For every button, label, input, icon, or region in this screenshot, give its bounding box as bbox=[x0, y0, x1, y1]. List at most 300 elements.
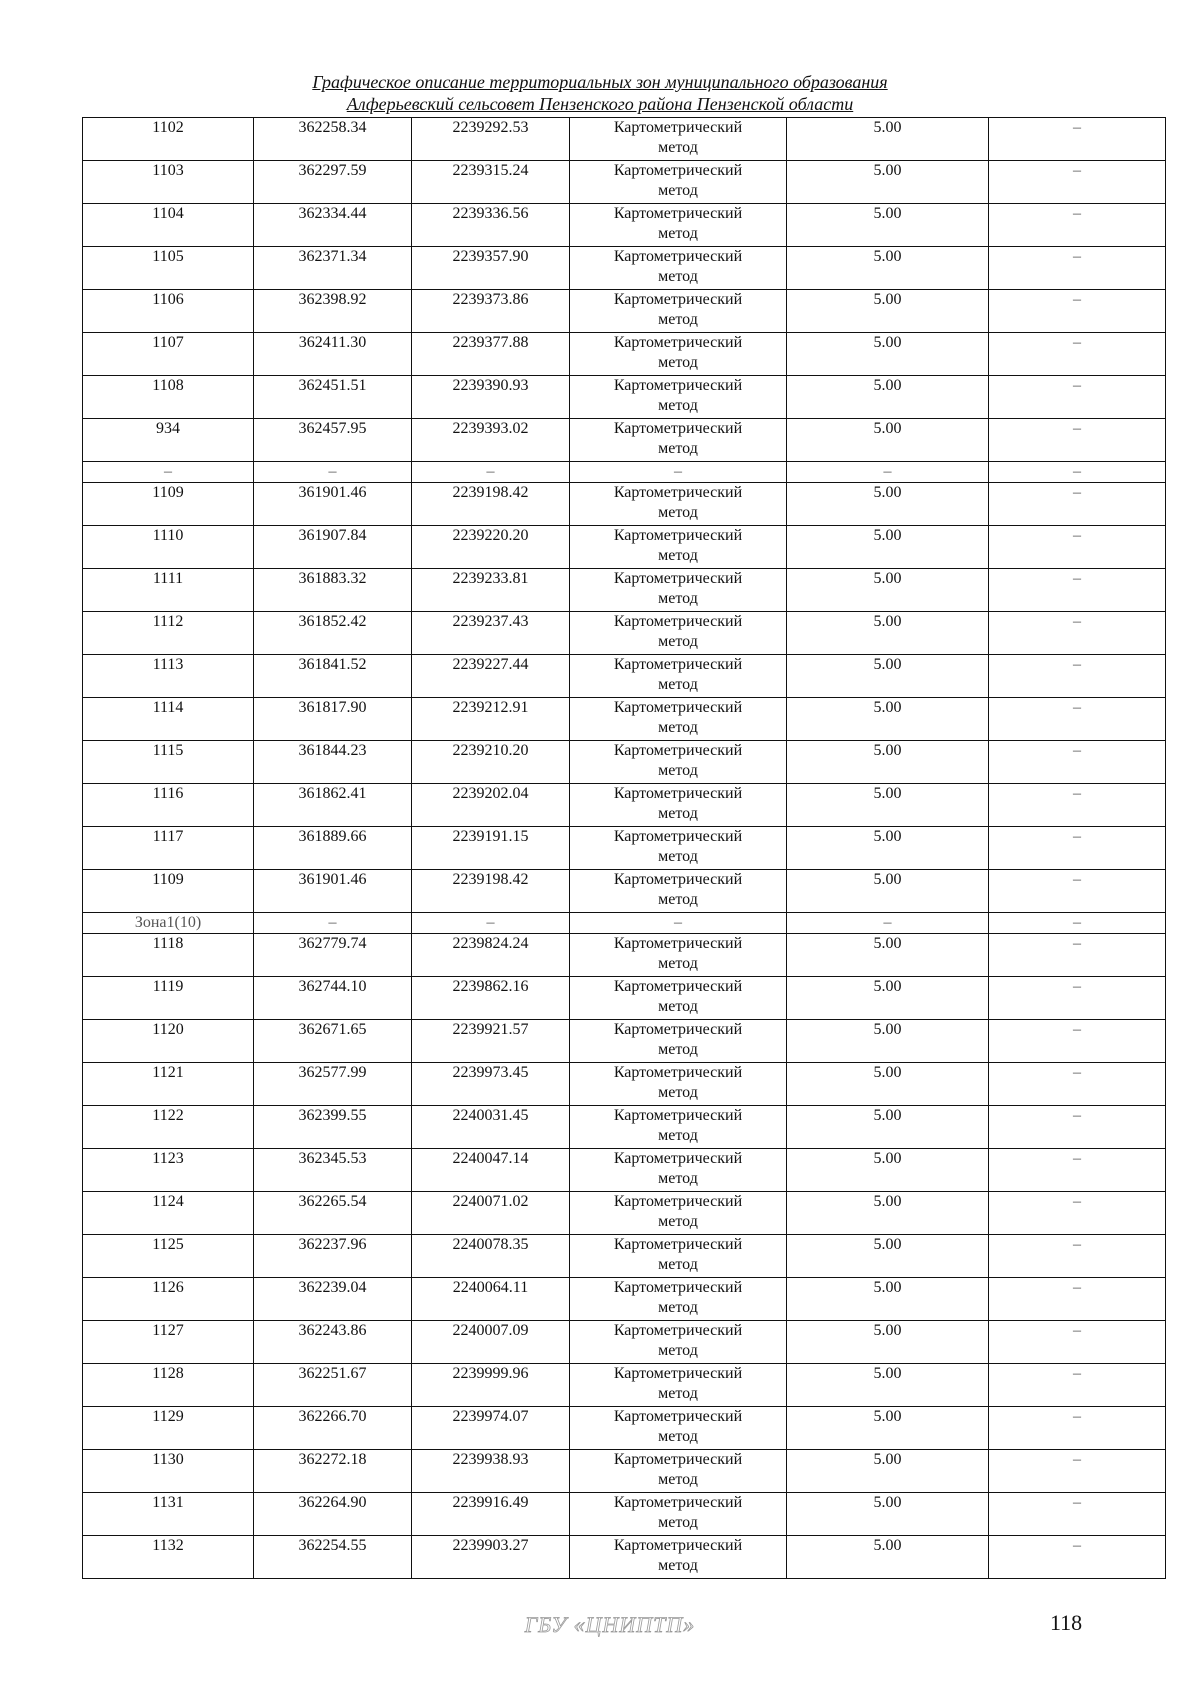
point-id-cell: 1113 bbox=[83, 655, 254, 698]
method-line-2: метод bbox=[658, 268, 698, 285]
x-coordinate-cell: 362411.30 bbox=[254, 333, 412, 376]
y-coordinate-cell: 2239220.20 bbox=[412, 526, 570, 569]
accuracy-cell: 5.00 bbox=[787, 1364, 989, 1407]
method-line-1: Картометрический bbox=[613, 334, 743, 351]
x-coordinate-cell: 362258.34 bbox=[254, 118, 412, 161]
description-cell: – bbox=[989, 419, 1166, 462]
method-line-1: Картометрический bbox=[613, 1193, 743, 1210]
description-cell: – bbox=[989, 827, 1166, 870]
point-id-cell: 1114 bbox=[83, 698, 254, 741]
method-line-1: Картометрический bbox=[613, 291, 743, 308]
y-coordinate-cell: 2240047.14 bbox=[412, 1149, 570, 1192]
method-line-1: Картометрический bbox=[613, 248, 743, 265]
method-cell bbox=[570, 247, 787, 290]
x-coordinate-cell: 361907.84 bbox=[254, 526, 412, 569]
point-id-cell: 1118 bbox=[83, 934, 254, 977]
accuracy-cell: 5.00 bbox=[787, 741, 989, 784]
point-id-cell: – bbox=[83, 462, 254, 483]
description-cell: – bbox=[989, 526, 1166, 569]
method-cell bbox=[570, 1321, 787, 1364]
document-header bbox=[0, 71, 1200, 115]
method-cell bbox=[570, 1020, 787, 1063]
method-line-1: Картометрический bbox=[613, 1408, 743, 1425]
method-line-1: Картометрический bbox=[613, 742, 743, 759]
point-id-cell: 1111 bbox=[83, 569, 254, 612]
separator-row bbox=[83, 913, 1166, 934]
description-cell: – bbox=[989, 376, 1166, 419]
x-coordinate-cell: 361852.42 bbox=[254, 612, 412, 655]
description-cell: – bbox=[989, 1450, 1166, 1493]
y-coordinate-cell: 2240064.11 bbox=[412, 1278, 570, 1321]
method-line-2: метод bbox=[658, 955, 698, 972]
point-id-cell: 1112 bbox=[83, 612, 254, 655]
method-cell bbox=[570, 1106, 787, 1149]
y-coordinate-cell: 2239292.53 bbox=[412, 118, 570, 161]
accuracy-cell: 5.00 bbox=[787, 118, 989, 161]
description-cell: – bbox=[989, 612, 1166, 655]
method-cell bbox=[570, 290, 787, 333]
description-cell: – bbox=[989, 569, 1166, 612]
method-cell bbox=[570, 1149, 787, 1192]
method-line-2: метод bbox=[658, 590, 698, 607]
method-cell bbox=[570, 419, 787, 462]
method-cell bbox=[570, 204, 787, 247]
x-coordinate-cell: 362398.92 bbox=[254, 290, 412, 333]
header-line-2: Алферьевский сельсовет Пензенского района Пензенской области bbox=[346, 94, 854, 114]
description-cell: – bbox=[989, 1192, 1166, 1235]
description-cell: – bbox=[989, 1364, 1166, 1407]
description-cell: – bbox=[989, 1407, 1166, 1450]
method-line-1: Картометрический bbox=[613, 527, 743, 544]
page-number: 118 bbox=[1050, 1610, 1083, 1635]
accuracy-cell: – bbox=[787, 913, 989, 934]
method-cell bbox=[570, 1450, 787, 1493]
method-line-1: Картометрический bbox=[613, 828, 743, 845]
description-cell: – bbox=[989, 1536, 1166, 1579]
description-cell: – bbox=[989, 247, 1166, 290]
y-coordinate-cell: 2239390.93 bbox=[412, 376, 570, 419]
method-cell bbox=[570, 698, 787, 741]
point-id-cell: 1109 bbox=[83, 870, 254, 913]
method-line-1: Картометрический bbox=[613, 1107, 743, 1124]
table-row bbox=[83, 118, 1166, 161]
method-line-1: Картометрический bbox=[613, 205, 743, 222]
description-cell: – bbox=[989, 483, 1166, 526]
method-line-1: Картометрический bbox=[613, 1322, 743, 1339]
table-row bbox=[83, 1106, 1166, 1149]
x-coordinate-cell: 362239.04 bbox=[254, 1278, 412, 1321]
y-coordinate-cell: 2239377.88 bbox=[412, 333, 570, 376]
method-cell bbox=[570, 1278, 787, 1321]
method-line-2: метод bbox=[658, 547, 698, 564]
method-cell bbox=[570, 977, 787, 1020]
method-line-2: метод bbox=[658, 397, 698, 414]
description-cell: – bbox=[989, 1063, 1166, 1106]
method-cell bbox=[570, 934, 787, 977]
accuracy-cell: 5.00 bbox=[787, 655, 989, 698]
accuracy-cell: 5.00 bbox=[787, 483, 989, 526]
description-cell: – bbox=[989, 118, 1166, 161]
y-coordinate-cell: 2239198.42 bbox=[412, 870, 570, 913]
y-coordinate-cell: 2239191.15 bbox=[412, 827, 570, 870]
method-line-1: Картометрический bbox=[613, 978, 743, 995]
table-row bbox=[83, 290, 1166, 333]
x-coordinate-cell: 361901.46 bbox=[254, 483, 412, 526]
x-coordinate-cell: 362577.99 bbox=[254, 1063, 412, 1106]
method-line-2: метод bbox=[658, 1299, 698, 1316]
header-line-1: Графическое описание территориальных зон муниципального образования bbox=[312, 72, 888, 92]
accuracy-cell: 5.00 bbox=[787, 1321, 989, 1364]
method-line-1: – bbox=[674, 914, 682, 931]
method-line-2: метод bbox=[658, 1256, 698, 1273]
y-coordinate-cell: 2239202.04 bbox=[412, 784, 570, 827]
accuracy-cell: 5.00 bbox=[787, 204, 989, 247]
method-line-2: метод bbox=[658, 1084, 698, 1101]
x-coordinate-cell: 362251.67 bbox=[254, 1364, 412, 1407]
method-line-2: метод bbox=[658, 805, 698, 822]
y-coordinate-cell: 2239824.24 bbox=[412, 934, 570, 977]
point-id-cell: 934 bbox=[83, 419, 254, 462]
table-row bbox=[83, 1235, 1166, 1278]
description-cell: – bbox=[989, 913, 1166, 934]
method-cell bbox=[570, 784, 787, 827]
y-coordinate-cell: 2239903.27 bbox=[412, 1536, 570, 1579]
x-coordinate-cell: 362779.74 bbox=[254, 934, 412, 977]
y-coordinate-cell: 2239237.43 bbox=[412, 612, 570, 655]
accuracy-cell: – bbox=[787, 462, 989, 483]
method-line-2: метод bbox=[658, 504, 698, 521]
method-line-2: метод bbox=[658, 1213, 698, 1230]
point-id-cell: 1128 bbox=[83, 1364, 254, 1407]
method-line-2: метод bbox=[658, 762, 698, 779]
table-row bbox=[83, 204, 1166, 247]
table-row bbox=[83, 247, 1166, 290]
method-line-2: метод bbox=[658, 998, 698, 1015]
accuracy-cell: 5.00 bbox=[787, 1235, 989, 1278]
x-coordinate-cell: 362371.34 bbox=[254, 247, 412, 290]
method-line-1: Картометрический bbox=[613, 1365, 743, 1382]
method-line-1: Картометрический bbox=[613, 656, 743, 673]
method-line-2: метод bbox=[658, 1170, 698, 1187]
x-coordinate-cell: 362265.54 bbox=[254, 1192, 412, 1235]
description-cell: – bbox=[989, 784, 1166, 827]
accuracy-cell: 5.00 bbox=[787, 1192, 989, 1235]
table-row bbox=[83, 1063, 1166, 1106]
point-id-cell: 1125 bbox=[83, 1235, 254, 1278]
method-cell bbox=[570, 462, 787, 483]
accuracy-cell: 5.00 bbox=[787, 1063, 989, 1106]
method-line-2: метод bbox=[658, 891, 698, 908]
method-line-2: метод bbox=[658, 1471, 698, 1488]
y-coordinate-cell: 2239373.86 bbox=[412, 290, 570, 333]
point-id-cell: 1130 bbox=[83, 1450, 254, 1493]
x-coordinate-cell: 361862.41 bbox=[254, 784, 412, 827]
method-line-1: Картометрический bbox=[613, 1064, 743, 1081]
x-coordinate-cell: 362297.59 bbox=[254, 161, 412, 204]
description-cell: – bbox=[989, 1493, 1166, 1536]
point-id-cell: 1121 bbox=[83, 1063, 254, 1106]
method-line-1: Картометрический bbox=[613, 1537, 743, 1554]
method-cell bbox=[570, 526, 787, 569]
point-id-cell: 1107 bbox=[83, 333, 254, 376]
method-cell bbox=[570, 1493, 787, 1536]
method-cell bbox=[570, 483, 787, 526]
method-line-1: Картометрический bbox=[613, 1451, 743, 1468]
method-line-2: метод bbox=[658, 848, 698, 865]
description-cell: – bbox=[989, 977, 1166, 1020]
method-cell bbox=[570, 612, 787, 655]
x-coordinate-cell: 362237.96 bbox=[254, 1235, 412, 1278]
method-line-2: метод bbox=[658, 1127, 698, 1144]
accuracy-cell: 5.00 bbox=[787, 1450, 989, 1493]
method-cell bbox=[570, 870, 787, 913]
y-coordinate-cell: 2239210.20 bbox=[412, 741, 570, 784]
x-coordinate-cell: 362451.51 bbox=[254, 376, 412, 419]
table-row bbox=[83, 827, 1166, 870]
accuracy-cell: 5.00 bbox=[787, 1149, 989, 1192]
point-id-cell: 1119 bbox=[83, 977, 254, 1020]
accuracy-cell: 5.00 bbox=[787, 977, 989, 1020]
x-coordinate-cell: 361841.52 bbox=[254, 655, 412, 698]
table-row bbox=[83, 333, 1166, 376]
table-row bbox=[83, 784, 1166, 827]
method-cell bbox=[570, 741, 787, 784]
y-coordinate-cell: 2240031.45 bbox=[412, 1106, 570, 1149]
x-coordinate-cell: 361844.23 bbox=[254, 741, 412, 784]
y-coordinate-cell: 2239357.90 bbox=[412, 247, 570, 290]
method-line-2: метод bbox=[658, 1041, 698, 1058]
table-row bbox=[83, 1149, 1166, 1192]
table-row bbox=[83, 419, 1166, 462]
x-coordinate-cell: 362243.86 bbox=[254, 1321, 412, 1364]
method-line-1: Картометрический bbox=[613, 785, 743, 802]
x-coordinate-cell: 361901.46 bbox=[254, 870, 412, 913]
y-coordinate-cell: 2240071.02 bbox=[412, 1192, 570, 1235]
method-line-2: метод bbox=[658, 440, 698, 457]
description-cell: – bbox=[989, 655, 1166, 698]
method-line-1: Картометрический bbox=[613, 871, 743, 888]
x-coordinate-cell: 362264.90 bbox=[254, 1493, 412, 1536]
point-id-cell: 1122 bbox=[83, 1106, 254, 1149]
method-line-2: метод bbox=[658, 354, 698, 371]
y-coordinate-cell: 2239974.07 bbox=[412, 1407, 570, 1450]
method-line-1: Картометрический bbox=[613, 420, 743, 437]
footer-organization: ГБУ «ЦНИПТП» bbox=[524, 1612, 696, 1637]
y-coordinate-cell: 2239212.91 bbox=[412, 698, 570, 741]
accuracy-cell: 5.00 bbox=[787, 376, 989, 419]
y-coordinate-cell: 2239999.96 bbox=[412, 1364, 570, 1407]
accuracy-cell: 5.00 bbox=[787, 1407, 989, 1450]
table-row bbox=[83, 1450, 1166, 1493]
description-cell: – bbox=[989, 1106, 1166, 1149]
point-id-cell: 1116 bbox=[83, 784, 254, 827]
y-coordinate-cell: 2239973.45 bbox=[412, 1063, 570, 1106]
method-cell bbox=[570, 655, 787, 698]
method-cell bbox=[570, 827, 787, 870]
y-coordinate-cell: 2239916.49 bbox=[412, 1493, 570, 1536]
method-line-1: Картометрический bbox=[613, 1279, 743, 1296]
method-cell bbox=[570, 1536, 787, 1579]
y-coordinate-cell: 2239233.81 bbox=[412, 569, 570, 612]
description-cell: – bbox=[989, 934, 1166, 977]
method-line-1: Картометрический bbox=[613, 570, 743, 587]
point-id-cell: 1103 bbox=[83, 161, 254, 204]
accuracy-cell: 5.00 bbox=[787, 419, 989, 462]
accuracy-cell: 5.00 bbox=[787, 1536, 989, 1579]
separator-row bbox=[83, 462, 1166, 483]
coordinates-table bbox=[82, 117, 1166, 1579]
y-coordinate-cell: 2239227.44 bbox=[412, 655, 570, 698]
table-row bbox=[83, 1278, 1166, 1321]
description-cell: – bbox=[989, 161, 1166, 204]
point-id-cell: 1127 bbox=[83, 1321, 254, 1364]
point-id-cell: 1129 bbox=[83, 1407, 254, 1450]
table-row bbox=[83, 526, 1166, 569]
table-row bbox=[83, 1321, 1166, 1364]
method-cell bbox=[570, 1364, 787, 1407]
x-coordinate-cell: 362272.18 bbox=[254, 1450, 412, 1493]
description-cell: – bbox=[989, 870, 1166, 913]
table-row bbox=[83, 698, 1166, 741]
table-row bbox=[83, 1407, 1166, 1450]
description-cell: – bbox=[989, 333, 1166, 376]
table-row bbox=[83, 1536, 1166, 1579]
x-coordinate-cell: 362744.10 bbox=[254, 977, 412, 1020]
point-id-cell: 1105 bbox=[83, 247, 254, 290]
description-cell: – bbox=[989, 204, 1166, 247]
point-id-cell: 1132 bbox=[83, 1536, 254, 1579]
method-cell bbox=[570, 1235, 787, 1278]
point-id-cell: 1131 bbox=[83, 1493, 254, 1536]
method-line-2: метод bbox=[658, 676, 698, 693]
y-coordinate-cell: 2239862.16 bbox=[412, 977, 570, 1020]
x-coordinate-cell: 362334.44 bbox=[254, 204, 412, 247]
y-coordinate-cell: 2239393.02 bbox=[412, 419, 570, 462]
description-cell: – bbox=[989, 741, 1166, 784]
method-line-1: Картометрический bbox=[613, 935, 743, 952]
accuracy-cell: 5.00 bbox=[787, 827, 989, 870]
accuracy-cell: 5.00 bbox=[787, 784, 989, 827]
y-coordinate-cell: 2239336.56 bbox=[412, 204, 570, 247]
point-id-cell: 1110 bbox=[83, 526, 254, 569]
table-row bbox=[83, 977, 1166, 1020]
description-cell: – bbox=[989, 1278, 1166, 1321]
y-coordinate-cell: – bbox=[412, 462, 570, 483]
accuracy-cell: 5.00 bbox=[787, 1493, 989, 1536]
table-row bbox=[83, 161, 1166, 204]
method-cell bbox=[570, 333, 787, 376]
point-id-cell: 1123 bbox=[83, 1149, 254, 1192]
method-line-1: Картометрический bbox=[613, 1236, 743, 1253]
method-cell bbox=[570, 118, 787, 161]
x-coordinate-cell: 362457.95 bbox=[254, 419, 412, 462]
accuracy-cell: 5.00 bbox=[787, 1278, 989, 1321]
method-cell bbox=[570, 1407, 787, 1450]
x-coordinate-cell: 361883.32 bbox=[254, 569, 412, 612]
table-row bbox=[83, 1192, 1166, 1235]
x-coordinate-cell: 362399.55 bbox=[254, 1106, 412, 1149]
description-cell: – bbox=[989, 462, 1166, 483]
method-cell bbox=[570, 376, 787, 419]
description-cell: – bbox=[989, 1321, 1166, 1364]
method-line-2: метод bbox=[658, 719, 698, 736]
point-id-cell: 1120 bbox=[83, 1020, 254, 1063]
method-line-2: метод bbox=[658, 1342, 698, 1359]
point-id-cell: 1104 bbox=[83, 204, 254, 247]
y-coordinate-cell: 2239938.93 bbox=[412, 1450, 570, 1493]
point-id-cell: 1124 bbox=[83, 1192, 254, 1235]
accuracy-cell: 5.00 bbox=[787, 247, 989, 290]
point-id-cell: 1108 bbox=[83, 376, 254, 419]
table-row bbox=[83, 1364, 1166, 1407]
table-row bbox=[83, 569, 1166, 612]
x-coordinate-cell: 362254.55 bbox=[254, 1536, 412, 1579]
x-coordinate-cell: 361889.66 bbox=[254, 827, 412, 870]
method-line-2: метод bbox=[658, 633, 698, 650]
method-line-2: метод bbox=[658, 1428, 698, 1445]
table-row bbox=[83, 612, 1166, 655]
y-coordinate-cell: 2240007.09 bbox=[412, 1321, 570, 1364]
y-coordinate-cell: 2239315.24 bbox=[412, 161, 570, 204]
method-line-2: метод bbox=[658, 1514, 698, 1531]
description-cell: – bbox=[989, 698, 1166, 741]
table-row bbox=[83, 483, 1166, 526]
accuracy-cell: 5.00 bbox=[787, 161, 989, 204]
x-coordinate-cell: – bbox=[254, 913, 412, 934]
x-coordinate-cell: – bbox=[254, 462, 412, 483]
method-line-2: метод bbox=[658, 311, 698, 328]
method-line-2: метод bbox=[658, 182, 698, 199]
method-line-1: Картометрический bbox=[613, 484, 743, 501]
method-cell bbox=[570, 1063, 787, 1106]
coordinates-table-body bbox=[83, 118, 1166, 1579]
x-coordinate-cell: 362266.70 bbox=[254, 1407, 412, 1450]
accuracy-cell: 5.00 bbox=[787, 934, 989, 977]
method-line-1: Картометрический bbox=[613, 377, 743, 394]
y-coordinate-cell: – bbox=[412, 913, 570, 934]
table-row bbox=[83, 741, 1166, 784]
y-coordinate-cell: 2239921.57 bbox=[412, 1020, 570, 1063]
description-cell: – bbox=[989, 1020, 1166, 1063]
method-line-2: метод bbox=[658, 1385, 698, 1402]
accuracy-cell: 5.00 bbox=[787, 569, 989, 612]
table-row bbox=[83, 870, 1166, 913]
method-line-1: Картометрический bbox=[613, 119, 743, 136]
table-row bbox=[83, 1020, 1166, 1063]
table-row bbox=[83, 934, 1166, 977]
table-row bbox=[83, 376, 1166, 419]
point-id-cell: 1106 bbox=[83, 290, 254, 333]
method-line-1: – bbox=[674, 463, 682, 480]
description-cell: – bbox=[989, 1149, 1166, 1192]
method-line-2: метод bbox=[658, 1557, 698, 1574]
point-id-cell: Зона1(10) bbox=[83, 913, 254, 934]
method-line-1: Картометрический bbox=[613, 699, 743, 716]
table-row bbox=[83, 655, 1166, 698]
accuracy-cell: 5.00 bbox=[787, 612, 989, 655]
method-cell bbox=[570, 161, 787, 204]
method-line-2: метод bbox=[658, 225, 698, 242]
point-id-cell: 1115 bbox=[83, 741, 254, 784]
table-row bbox=[83, 1493, 1166, 1536]
point-id-cell: 1102 bbox=[83, 118, 254, 161]
accuracy-cell: 5.00 bbox=[787, 333, 989, 376]
description-cell: – bbox=[989, 290, 1166, 333]
accuracy-cell: 5.00 bbox=[787, 1020, 989, 1063]
accuracy-cell: 5.00 bbox=[787, 1106, 989, 1149]
method-line-2: метод bbox=[658, 139, 698, 156]
point-id-cell: 1126 bbox=[83, 1278, 254, 1321]
